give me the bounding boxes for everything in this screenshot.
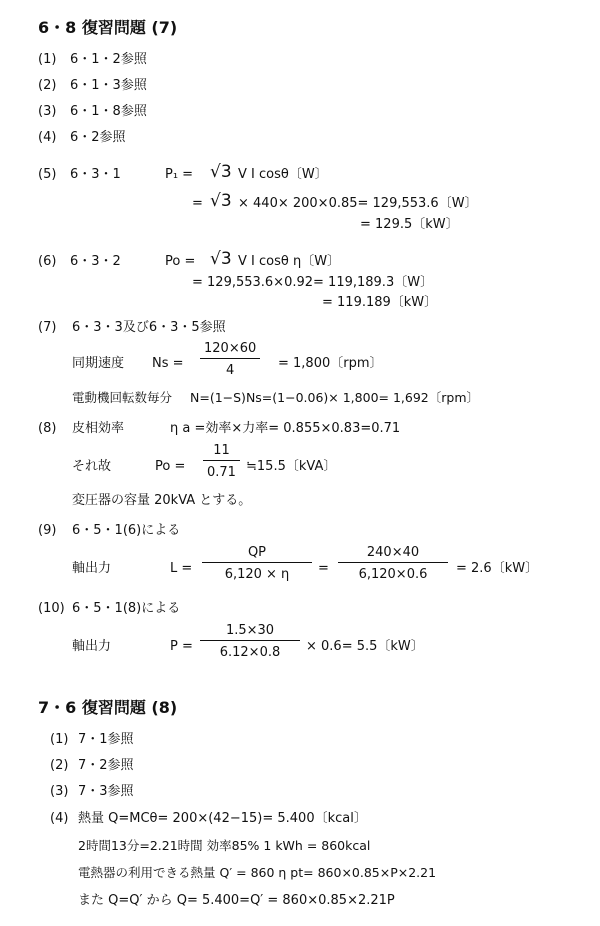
equation-eq: = [318, 561, 329, 576]
item-ref: 6・3・3及び6・3・5参照 [72, 320, 226, 335]
label-motor-speed: 電動機回転数毎分 [72, 390, 173, 405]
item-ref: 6・3・1 [70, 167, 121, 182]
item-number: (7) [38, 320, 57, 335]
fraction-denominator: 0.71 [207, 465, 236, 480]
equation-lhs: Po = [165, 254, 196, 269]
equation-result: = 119.189〔kW〕 [322, 295, 438, 310]
item-number: (10) [38, 601, 65, 616]
equation-rhs: = 1,800〔rpm〕 [278, 356, 383, 371]
equation-lhs: Po = [155, 459, 186, 474]
fraction [200, 624, 300, 659]
fraction-denominator: 4 [225, 363, 235, 378]
sqrt-symbol: √3 [210, 162, 232, 182]
equation-lhs: L = [170, 561, 193, 576]
item-text: 7・1参照 [78, 732, 134, 747]
item-text: 6・1・8参照 [70, 104, 147, 119]
equation-lhs: P = [170, 639, 193, 654]
section-7-6-title: 7・6 復習問題 (8) [38, 698, 178, 717]
item-number: (3) [50, 784, 69, 799]
equation-lhs: Ns = [152, 356, 184, 371]
label-shaft-output: 軸出力 [72, 639, 112, 654]
equation-rhs: × 0.6= 5.5〔kW〕 [306, 639, 424, 654]
sqrt-symbol: √3 [210, 191, 232, 211]
item-ref: 6・3・2 [70, 254, 121, 269]
transformer-capacity-text: 変圧器の容量 20kVA とする。 [72, 493, 252, 508]
heat-equation: 熱量 Q=MCθ= 200×(42−15)= 5.400〔kcal〕 [78, 811, 367, 826]
item-number: (6) [38, 254, 57, 269]
equation-lhs: P₁ = [165, 167, 194, 182]
item-text: 6・2参照 [70, 130, 126, 145]
item-number: (4) [50, 811, 69, 826]
fraction-denominator: 6.12×0.8 [219, 645, 281, 660]
item-ref: 6・5・1(8)による [72, 601, 181, 616]
item-number: (2) [38, 78, 57, 93]
label-sync-speed: 同期速度 [72, 356, 125, 371]
equation-rhs: ≒15.5〔kVA〕 [246, 459, 337, 474]
fraction [338, 546, 448, 581]
item-number: (8) [38, 421, 57, 436]
item-text: 6・1・3参照 [70, 78, 147, 93]
item-number: (1) [38, 52, 57, 67]
section-6-8-title: 6・8 復習問題 (7) [38, 18, 178, 37]
item-number: (5) [38, 167, 57, 182]
item-text: 7・3参照 [78, 784, 134, 799]
item-number: (9) [38, 523, 57, 538]
item-text: 7・2参照 [78, 758, 134, 773]
label-shaft-output: 軸出力 [72, 561, 112, 576]
fraction [203, 444, 240, 479]
fraction-denominator: 6,120×0.6 [358, 567, 428, 582]
label-therefore: それ故 [72, 459, 112, 474]
sqrt-symbol: √3 [210, 249, 232, 269]
equation-text: η a =効率×力率= 0.855×0.83=0.71 [170, 421, 401, 436]
fraction [200, 342, 260, 377]
fraction-numerator: 120×60 [204, 341, 257, 356]
usable-heat-line: 電熱器の利用できる熱量 Q′ = 860 η pt= 860×0.85×P×2.21 [78, 865, 437, 880]
equation-text: = 129,553.6×0.92= 119,189.3〔W〕 [192, 275, 434, 290]
equation-text: V I cosθ〔W〕 [238, 167, 328, 182]
fraction-numerator: 1.5×30 [225, 623, 275, 638]
equation-result: = 129.5〔kW〕 [360, 217, 459, 232]
item-text: 6・1・2参照 [70, 52, 147, 67]
label-apparent-efficiency: 皮相効率 [72, 421, 125, 436]
item-number: (2) [50, 758, 69, 773]
equation-eq: = [192, 196, 203, 211]
time-efficiency-line: 2時間13分=2.21時間 効率85% 1 kWh = 860kcal [78, 838, 371, 853]
item-number: (4) [38, 130, 57, 145]
fraction-numerator: 11 [213, 443, 230, 458]
equality-line: また Q=Q′ から Q= 5.400=Q′ = 860×0.85×2.21P [78, 893, 395, 908]
equation-text: × 440× 200×0.85= 129,553.6〔W〕 [238, 196, 478, 211]
item-number: (3) [38, 104, 57, 119]
item-ref: 6・5・1(6)による [72, 523, 181, 538]
fraction [202, 546, 312, 581]
equation-rhs: = 2.6〔kW〕 [456, 561, 539, 576]
fraction-denominator: 6,120 × η [224, 567, 290, 582]
fraction-numerator: 240×40 [366, 545, 420, 560]
equation-text: N=(1−S)Ns=(1−0.06)× 1,800= 1,692〔rpm〕 [190, 390, 480, 405]
item-number: (1) [50, 732, 69, 747]
fraction-numerator: QP [247, 545, 267, 560]
equation-text: V I cosθ η〔W〕 [238, 254, 341, 269]
